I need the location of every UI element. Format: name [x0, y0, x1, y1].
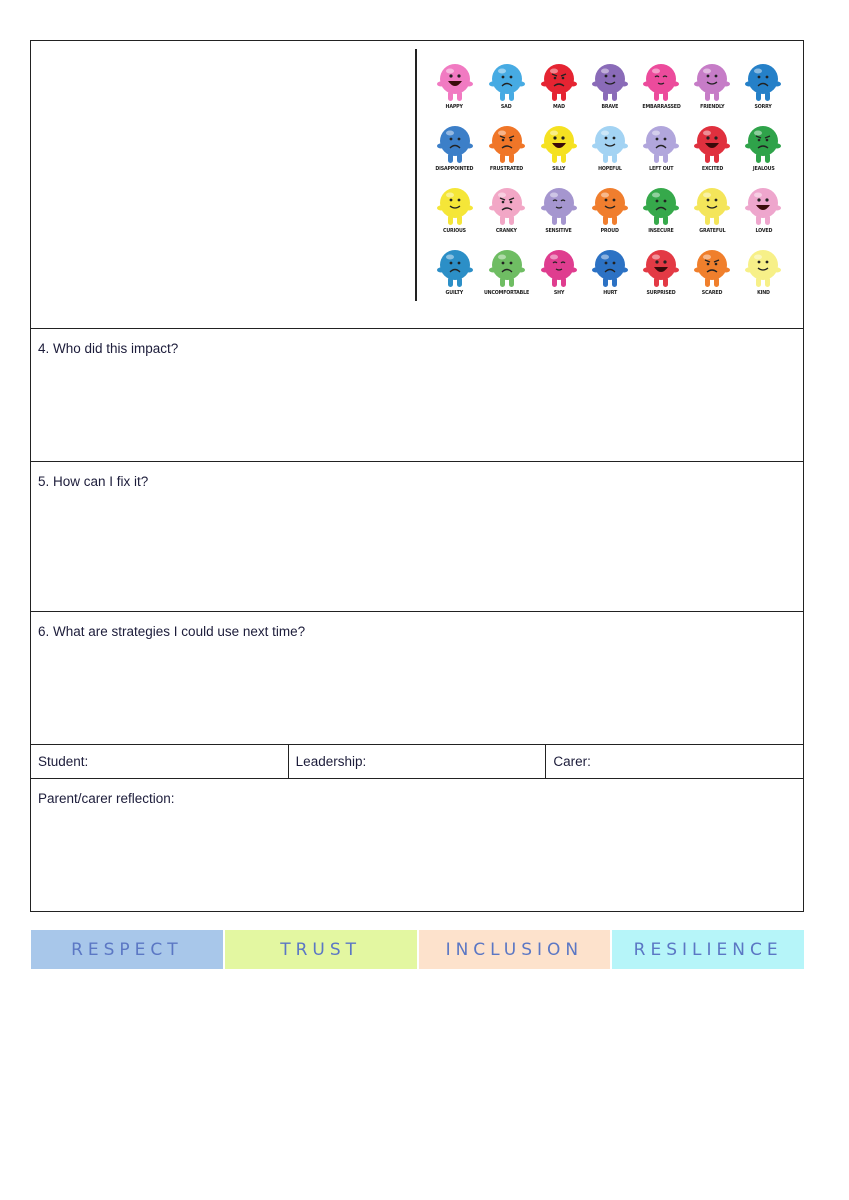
feeling-label: LOVED — [755, 228, 772, 234]
value-respect: RESPECT — [31, 930, 223, 969]
feeling-character-icon — [743, 183, 783, 227]
feeling-character-icon — [692, 121, 732, 165]
question-6-box[interactable] — [31, 612, 803, 745]
student-signature-field[interactable]: Student: — [31, 745, 289, 778]
feeling-mad — [533, 59, 584, 121]
feeling-label: INSECURE — [648, 228, 674, 234]
feeling-insecure — [636, 183, 687, 245]
feeling-jealous — [738, 121, 789, 183]
feeling-brave — [584, 59, 635, 121]
feeling-character-icon — [539, 183, 579, 227]
feeling-character-icon — [487, 59, 527, 103]
question-5-box[interactable] — [31, 462, 803, 612]
feeling-label: HOPEFUL — [598, 166, 622, 172]
parent-reflection-box[interactable] — [31, 779, 803, 911]
feeling-label: PROUD — [600, 228, 620, 234]
feeling-friendly — [687, 59, 738, 121]
feeling-shy — [533, 245, 584, 307]
value-inclusion: INCLUSION — [419, 930, 611, 969]
feeling-kind — [738, 245, 789, 307]
feeling-excited — [687, 121, 738, 183]
feeling-disappointed — [429, 121, 480, 183]
feeling-label: HAPPY — [445, 104, 464, 110]
feeling-left-out — [636, 121, 687, 183]
feeling-label: SAD — [501, 104, 512, 110]
feeling-character-icon — [641, 121, 681, 165]
feeling-label: CRANKY — [496, 228, 518, 234]
feeling-character-icon — [487, 121, 527, 165]
feeling-label: GUILTY — [445, 290, 464, 296]
signature-row — [31, 745, 803, 779]
feeling-embarrassed — [636, 59, 687, 121]
feeling-grateful — [687, 183, 738, 245]
feeling-character-icon — [539, 245, 579, 289]
feeling-curious — [429, 183, 480, 245]
feeling-label: SILLY — [552, 166, 566, 172]
feeling-character-icon — [539, 59, 579, 103]
school-values-bar — [31, 930, 804, 969]
feeling-label: UNCOMFORTABLE — [484, 290, 530, 296]
feeling-character-icon — [435, 245, 475, 289]
feeling-character-icon — [743, 245, 783, 289]
feeling-label: MAD — [552, 104, 565, 110]
top-section — [31, 41, 803, 329]
feeling-frustrated — [480, 121, 533, 183]
feeling-proud — [584, 183, 635, 245]
feeling-label: JEALOUS — [752, 166, 775, 172]
feeling-character-icon — [487, 183, 527, 227]
feeling-uncomfortable — [480, 245, 533, 307]
carer-signature-field[interactable]: Carer: — [553, 754, 591, 769]
feeling-label: SCARED — [702, 290, 723, 296]
feeling-label: DISAPPOINTED — [435, 166, 474, 172]
feeling-character-icon — [692, 59, 732, 103]
feeling-character-icon — [692, 183, 732, 227]
feeling-label: KIND — [757, 290, 770, 296]
feeling-guilty — [429, 245, 480, 307]
feeling-loved — [738, 183, 789, 245]
feeling-character-icon — [743, 121, 783, 165]
feeling-character-icon — [641, 59, 681, 103]
feeling-character-icon — [590, 121, 630, 165]
feeling-character-icon — [641, 183, 681, 227]
feeling-character-icon — [435, 59, 475, 103]
feeling-label: BRAVE — [601, 104, 619, 110]
feeling-character-icon — [743, 59, 783, 103]
feeling-label: SORRY — [754, 104, 772, 110]
feeling-hurt — [584, 245, 635, 307]
feeling-label: GRATEFUL — [699, 228, 726, 234]
feelings-chart — [429, 59, 789, 307]
leadership-signature-field[interactable]: Leadership: — [289, 745, 547, 778]
feeling-label: LEFT OUT — [648, 166, 674, 172]
feeling-sad — [480, 59, 533, 121]
feeling-label: EMBARRASSED — [641, 104, 681, 110]
feeling-character-icon — [539, 121, 579, 165]
feeling-silly — [533, 121, 584, 183]
feeling-label: FRIENDLY — [700, 104, 725, 110]
feeling-happy — [429, 59, 480, 121]
feeling-label: HURT — [603, 290, 617, 296]
value-trust: TRUST — [225, 930, 417, 969]
feeling-scared — [687, 245, 738, 307]
feeling-label: SHY — [553, 290, 564, 296]
feeling-character-icon — [435, 121, 475, 165]
feeling-label: FRUSTRATED — [490, 166, 524, 172]
feeling-label: SURPRISED — [646, 290, 676, 296]
feeling-label: SENSITIVE — [545, 228, 572, 234]
question-5-label: 5. How can I fix it? — [38, 474, 149, 489]
feeling-character-icon — [641, 245, 681, 289]
feeling-character-icon — [590, 245, 630, 289]
feeling-character-icon — [435, 183, 475, 227]
vertical-divider — [415, 49, 417, 301]
reflection-form — [30, 40, 804, 912]
feeling-character-icon — [590, 59, 630, 103]
question-4-label: 4. Who did this impact? — [38, 341, 179, 356]
feeling-sorry — [738, 59, 789, 121]
value-resilience: RESILIENCE — [612, 930, 804, 969]
feeling-label: CURIOUS — [443, 228, 467, 234]
feeling-hopeful — [584, 121, 635, 183]
parent-reflection-label: Parent/carer reflection: — [38, 791, 175, 806]
feeling-surprised — [636, 245, 687, 307]
feeling-character-icon — [487, 245, 527, 289]
question-4-box[interactable] — [31, 329, 803, 462]
feeling-character-icon — [692, 245, 732, 289]
feeling-sensitive — [533, 183, 584, 245]
feeling-character-icon — [590, 183, 630, 227]
feeling-cranky — [480, 183, 533, 245]
question-6-label: 6. What are strategies I could use next time? — [38, 624, 306, 639]
feeling-label: EXCITED — [701, 166, 723, 172]
